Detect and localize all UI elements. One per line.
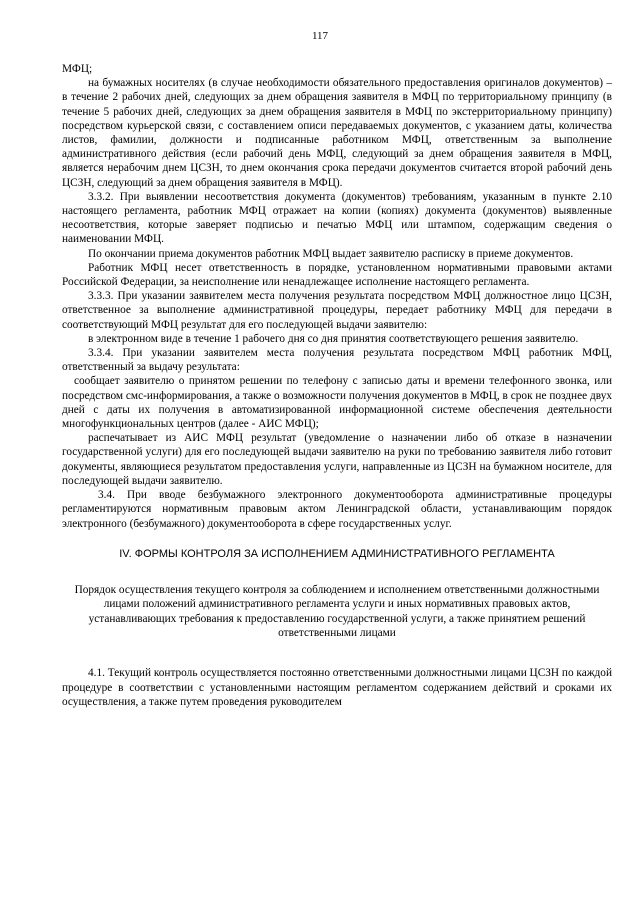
page-number: 117	[311, 30, 329, 42]
paragraph-4-1: 4.1. Текущий контроль осуществляется постоянно ответственными должностными лицами ЦСЗН по каждой процедуре в соответствии с установленными настоящим регламентом содержанием действий и сроками их осуществления, а также путем проведения руководителем	[62, 667, 612, 708]
paragraph-responsibility: Работник МФЦ несет ответственность в порядке, установленном нормативными правовыми актами Российской Федерации, за неисполнение или ненадлежащее исполнение настоящего регламента.	[62, 261, 612, 289]
paragraph-mfc: МФЦ;	[62, 63, 93, 75]
section-heading: IV. ФОРМЫ КОНТРОЛЯ ЗА ИСПОЛНЕНИЕМ АДМИНИСТРАТИВНОГО РЕГЛАМЕНТА	[119, 547, 555, 560]
paragraph-electronic: в электронном виде в течение 1 рабочего дня со дня принятия соответствующего решения заявителю.	[88, 332, 579, 345]
subsection-heading: Порядок осуществления текущего контроля за соблюдением и исполнением ответственными должностными лицами положений административного регламента услуги и иных нормативных правовых актов, устанавливающих требования к предоставлению государственной услуги, а также принятием решений ответственными лицами	[74, 583, 600, 639]
paragraph-notifies: сообщает заявителю о принятом решении по телефону с записью даты и времени телефонного звонка, или посредством смс-информирования, а также о возможности получения документов в МФЦ, в срок не позднее двух дней с даты их получения в автоматизированной информационной системе обеспечения деятельности многофункциональных центров (далее - АИС МФЦ);	[62, 375, 612, 431]
document-body	[62, 62, 612, 709]
paragraph-prints: распечатывает из АИС МФЦ результат (уведомление о назначении либо об отказе в назначении государственной услуги) для его последующей выдачи заявителю на руки по требованию заявителя либо готовит документы, являющиеся результатом предоставления услуги, направленные из ЦСЗН на бумажном носителе, для последующей выдачи заявителю.	[62, 432, 612, 487]
paragraph-receipt: По окончании приема документов работник МФЦ выдает заявителю расписку в приеме документов.	[88, 247, 574, 260]
paragraph-3-3-2: 3.3.2. При выявлении несоответствия документа (документов) требованиям, указанным в пункте 2.10 настоящего регламента, работник МФЦ отражает на копии (копиях) документа (документов) выявленные несоответствия, которые заверяет подписью и печатью МФЦ или штампом, содержащим сведения о наименовании МФЦ.	[62, 190, 612, 246]
paragraph-3-3-3: 3.3.3. При указании заявителем места получения результата посредством МФЦ должностное лицо ЦСЗН, ответственное за выполнение административной процедуры, передает работнику МФЦ для передачи в соответствующий МФЦ результат для его последующей выдачи заявителю:	[62, 290, 612, 331]
paragraph-3-3-4: 3.3.4. При указании заявителем места получения результата посредством МФЦ работник МФЦ, ответственный за выдачу результата:	[62, 347, 612, 374]
paragraph-3-4: 3.4. При вводе безбумажного электронного документооборота административные процедуры регламентируются нормативным правовым актом Ленинградской области, устанавливающим порядок электронного (безбумажного) документооборота в сфере государственных услуг.	[62, 489, 612, 530]
paragraph-paper-carriers: на бумажных носителях (в случае необходимости обязательного предоставления оригиналов документов) – в течение 2 рабочих дней, следующих за днем обращения заявителя в МФЦ по территориальному принципу (в течение 5 рабочих дней, следующих за днем обращения заявителя в МФЦ по экстерриториальному принципу) посредством курьерской связи, с составлением описи передаваемых документов, с указанием даты, количества листов, фамилии, должности и подписанные работником МФЦ, ответственным за выполнение административного действия (если рабочий день МФЦ, следующий за днем обращения заявителя в МФЦ, является нерабочим днем ЦСЗН, то днем окончания срока передачи документов считается второй рабочий день ЦСЗН, следующий за днем обращения заявителя в МФЦ).	[62, 77, 612, 189]
